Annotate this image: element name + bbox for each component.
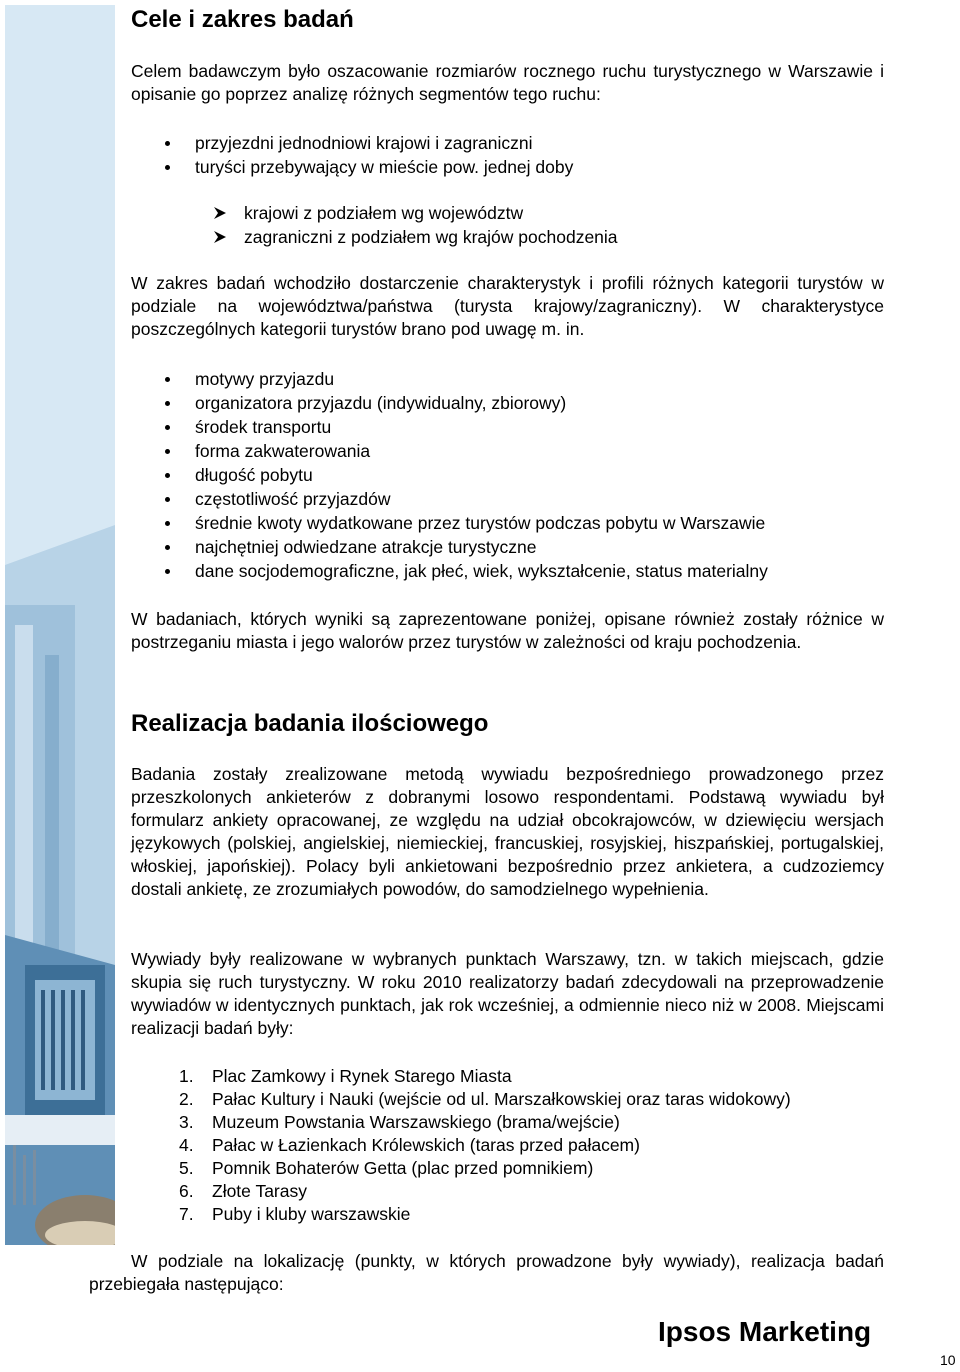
differences-paragraph: W badaniach, których wyniki są zaprezentowane poniżej, opisane również zostały różnice w postrzeganiu miasta i jego walorów przez turystów w zależności od kraju pochodzenia. (131, 609, 884, 652)
bullet-icon (165, 449, 170, 454)
subsegments-list (131, 201, 884, 249)
list-item: długość pobytu (131, 463, 884, 487)
list-item: forma zakwaterowania (131, 439, 884, 463)
list-item: turyści przebywający w mieście pow. jednej doby (131, 155, 884, 179)
page-number: 10 (940, 1352, 956, 1368)
bullet-icon (165, 569, 170, 574)
bullet-icon (165, 141, 170, 146)
arrow-bullet-icon (213, 230, 227, 244)
list-item: średnie kwoty wydatkowane przez turystów podczas pobytu w Warszawie (131, 511, 884, 535)
method-paragraph: Badania zostały zrealizowane metodą wywiadu bezpośredniego prowadzonego przez przeszkolonych ankieterów z dobranymi losowo respondentami. Podstawą wywiadu był formularz ankiety opracowanej, ze względu na udział obcokrajowców, w dziewięciu wersjach językowych (polskiej, angielskiej, niemieckiej, francuskiej, rosyjskiej, hiszpańskiej, portugalskiej, włoskiej, japońskiej). Polacy byli ankietowani bezpośrednio przez ankietera, a cudzoziemcy dostali ankietę, ze zrozumiałych powodów, do samodzielnego wypełnienia. (131, 764, 884, 899)
list-item: częstotliwość przyjazdów (131, 487, 884, 511)
arrow-bullet-icon (213, 206, 227, 220)
list-item: zagraniczni z podziałem wg krajów pochodzenia (131, 225, 884, 249)
locations-intro-paragraph: Wywiady były realizowane w wybranych punktach Warszawy, tzn. w takich miejscach, gdzie skupia się ruch turystyczny. W roku 2010 realizatorzy badań zdecydowali na przeprowadzenie wywiadów w identycznych punktach, jak rok wcześniej, a odmiennie nieco niż w 2008. Miejscami realizacji badań były: (131, 949, 884, 1038)
bullet-icon (165, 473, 170, 478)
list-item: przyjezdni jednodniowi krajowi i zagraniczni (131, 131, 884, 155)
list-item: 6. Złote Tarasy (179, 1181, 307, 1201)
list-item: krajowi z podziałem wg województw (131, 201, 884, 225)
list-item: dane socjodemograficzne, jak płeć, wiek, wykształcenie, status materialny (131, 559, 884, 583)
list-item: najchętniej odwiedzane atrakcje turystyczne (131, 535, 884, 559)
list-item: 4. Pałac w Łazienkach Królewskich (taras przed pałacem) (179, 1135, 640, 1155)
intro-paragraph: Celem badawczym było oszacowanie rozmiarów rocznego ruchu turystycznego w Warszawie i opisanie go poprzez analizę różnych segmentów tego ruchu: (131, 61, 884, 104)
bullet-icon (165, 497, 170, 502)
list-item: motywy przyjazdu (131, 367, 884, 391)
list-item: 2. Pałac Kultury i Nauki (wejście od ul. Marszałkowskiej oraz taras widokowy) (179, 1089, 791, 1109)
scope-paragraph: W zakres badań wchodziło dostarczenie charakterystyk i profili różnych kategorii turystów w podziale na województwa/państwa (turysta krajowy/zagraniczny). W charakterystyce poszczególnych kategorii turystów brano pod uwagę m. in. (131, 273, 884, 339)
locations-list (131, 1065, 884, 1226)
decorative-city-illustration (5, 5, 115, 1245)
list-item: 5. Pomnik Bohaterów Getta (plac przed pomnikiem) (179, 1158, 594, 1178)
bullet-icon (165, 377, 170, 382)
list-item: środek transportu (131, 415, 884, 439)
bullet-icon (165, 521, 170, 526)
list-item: 7. Puby i kluby warszawskie (179, 1204, 411, 1224)
closing-paragraph: W podziale na lokalizację (punkty, w których prowadzone były wywiady), realizacja badań przebiegała następująco: (89, 1251, 884, 1294)
list-item: 3. Muzeum Powstania Warszawskiego (brama/wejście) (179, 1112, 620, 1132)
segments-list (131, 131, 884, 179)
bullet-icon (165, 401, 170, 406)
list-item: organizatora przyjazdu (indywidualny, zbiorowy) (131, 391, 884, 415)
bullet-icon (165, 165, 170, 170)
bullet-icon (165, 545, 170, 550)
characteristics-list (131, 367, 884, 583)
company-brand: Ipsos Marketing (658, 1316, 872, 1347)
bullet-icon (165, 425, 170, 430)
list-item: 1. Plac Zamkowy i Rynek Starego Miasta (179, 1066, 512, 1086)
section-title-goals: Cele i zakres badań (131, 6, 354, 33)
section-title-realization: Realizacja badania ilościowego (131, 710, 489, 737)
